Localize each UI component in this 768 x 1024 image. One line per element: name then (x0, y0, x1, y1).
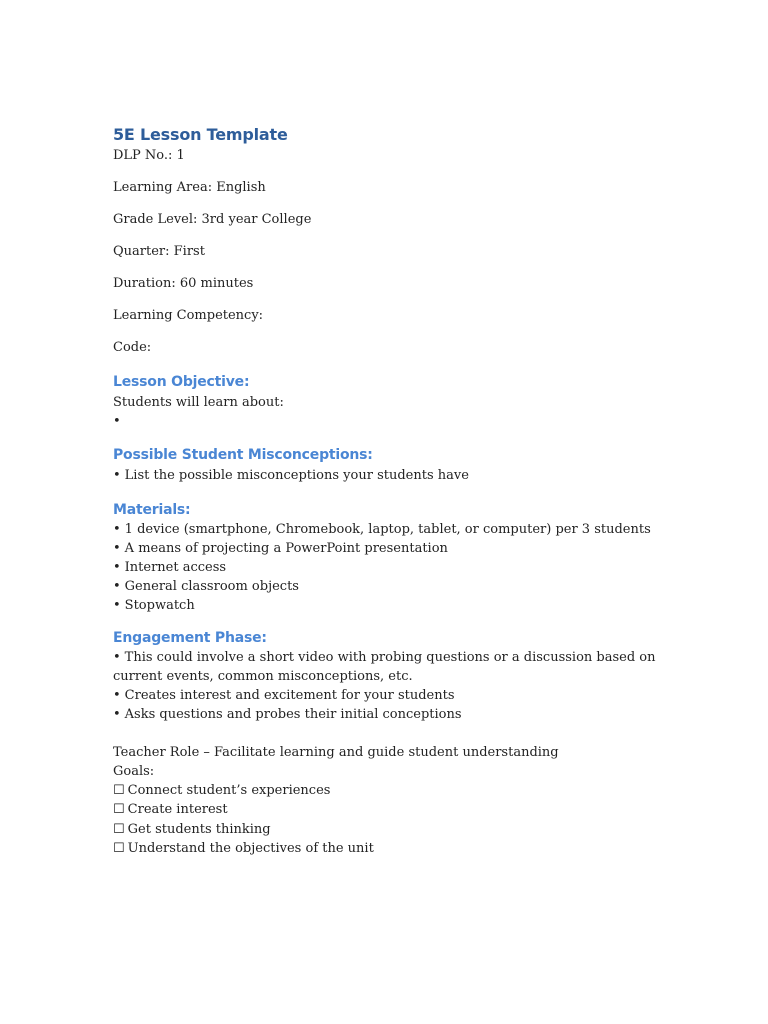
goals-checklist (113, 781, 673, 858)
engagement-list (113, 648, 673, 724)
bullet-icon: • (113, 522, 121, 537)
field-grade-level: Grade Level: 3rd year College (113, 212, 312, 227)
goals-label: Goals: (113, 764, 155, 779)
bullet-icon: • (113, 650, 121, 665)
bullet-icon: • (113, 541, 121, 556)
materials-list (113, 520, 673, 615)
list-item: • General classroom objects (113, 579, 299, 594)
checkbox-icon: ☐ (113, 783, 125, 798)
checkbox-icon: ☐ (113, 821, 125, 837)
list-item: • Creates interest and excitement for your students (113, 688, 455, 703)
lesson-objective-intro: Students will learn about: (113, 395, 284, 410)
list-item: • Stopwatch (113, 598, 195, 613)
materials-heading: Materials: (113, 502, 191, 518)
checklist-item: ☐ Create interest (113, 802, 228, 818)
field-duration: Duration: 60 minutes (113, 276, 254, 291)
checklist-item: ☐ Get students thinking (113, 821, 271, 837)
engagement-heading: Engagement Phase: (113, 630, 267, 646)
checkbox-icon: ☐ (113, 802, 125, 818)
field-learning-area: Learning Area: English (113, 180, 266, 195)
misconceptions-list (113, 466, 673, 485)
field-learning-competency: Learning Competency: (113, 308, 264, 323)
list-item: • 1 device (smartphone, Chromebook, laptop, tablet, or computer) per 3 students (113, 522, 651, 537)
field-quarter: Quarter: First (113, 244, 205, 259)
misconceptions-heading: Possible Student Misconceptions: (113, 447, 373, 463)
document-page (113, 124, 673, 858)
bullet-icon: • (113, 598, 121, 613)
lesson-objective-heading: Lesson Objective: (113, 374, 250, 390)
bullet-icon: • (113, 560, 121, 575)
list-item: • This could involve a short video with probing questions or a discussion based on current events, common misconceptions, etc. (113, 650, 656, 684)
bullet-icon: • (113, 414, 121, 429)
field-dlp-no: DLP No.: 1 (113, 148, 185, 163)
checkbox-icon: ☐ (113, 840, 125, 856)
bullet-icon: • (113, 688, 121, 703)
checklist-item: ☐ Connect student’s experiences (113, 783, 331, 798)
checklist-item: ☐ Understand the objectives of the unit (113, 840, 374, 856)
list-item: • A means of projecting a PowerPoint presentation (113, 541, 448, 556)
teacher-role: Teacher Role – Facilitate learning and guide student understanding (113, 745, 559, 760)
bullet-icon: • (113, 468, 121, 483)
list-item (113, 412, 673, 431)
list-item: • Internet access (113, 560, 227, 575)
list-item: • Asks questions and probes their initial conceptions (113, 707, 462, 722)
bullet-icon: • (113, 579, 121, 594)
field-code: Code: (113, 340, 152, 355)
list-item: • List the possible misconceptions your students have (113, 468, 469, 483)
lesson-objective-list (113, 412, 673, 431)
document-title: 5E Lesson Template (113, 125, 288, 144)
bullet-icon: • (113, 707, 121, 722)
